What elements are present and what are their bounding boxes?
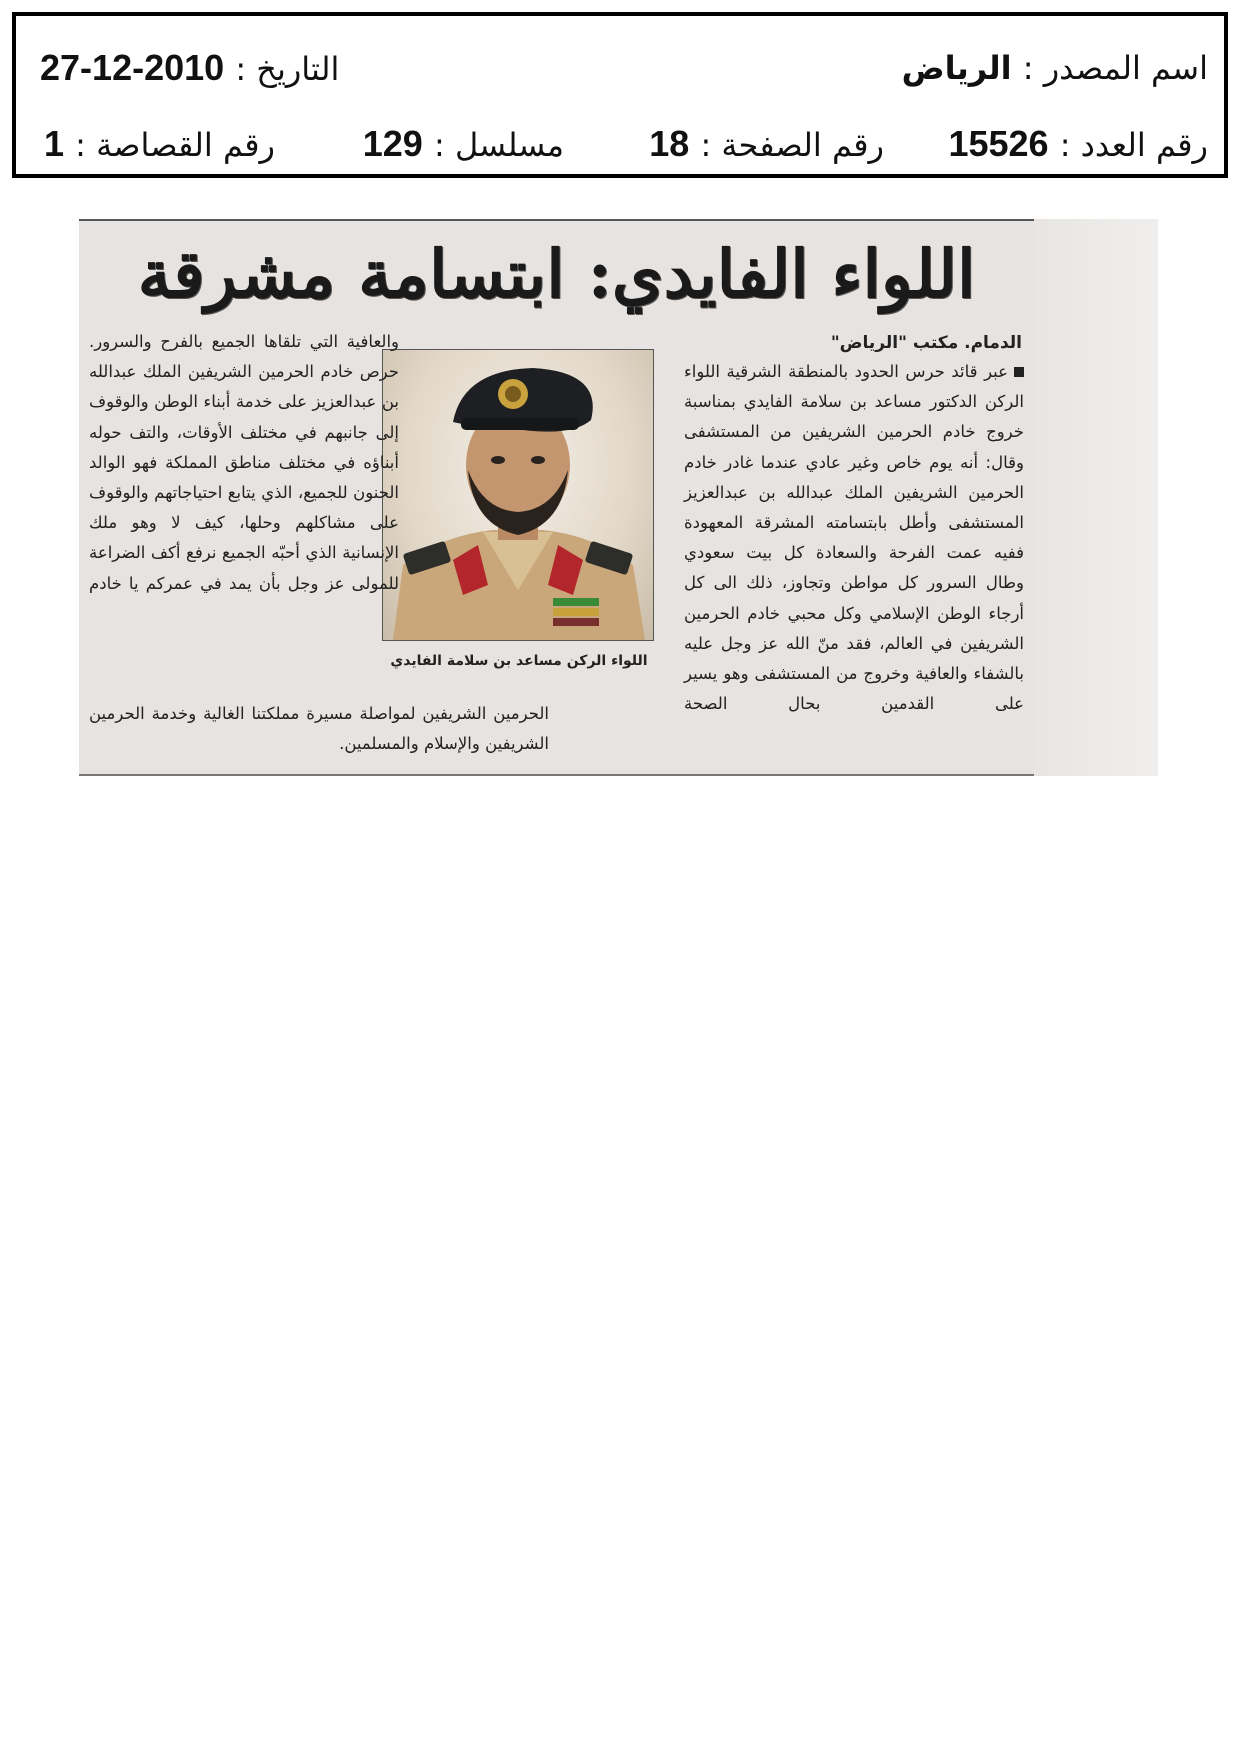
source-label: اسم المصدر : — [1022, 49, 1208, 87]
clipping-metadata-box — [12, 12, 1228, 178]
date-field — [40, 38, 339, 99]
serial-field — [363, 114, 564, 175]
issue-field — [948, 114, 1208, 175]
article-body — [79, 219, 1034, 776]
clipping-page-edge — [1048, 219, 1158, 776]
officer-portrait-photo — [382, 349, 654, 641]
bullet-square-icon — [1014, 367, 1024, 377]
photo-caption: اللواء الركن مساعد بن سلامة الفايدي — [390, 653, 648, 669]
article-right-column-text: عبر قائد حرس الحدود بالمنطقة الشرقية اللواء الركن الدكتور مساعد بن سلامة الفايدي بمناسبة خروج خادم الحرمين الشريفين من المستشفى وقال: أنه يوم خاص وغير عادي عندما غادر خادم الحرمين الشريفين الملك عبدالله بن عبدالعزيز المستشفى وأطل بابتسامته المشرقة المعهودة ففيه عمت الفرحة والسعادة كل بيت سعودي وطال السرور كل مواطن وتجاوز، ذلك الى كل أرجاء الوطن الإسلامي وكل محبي خادم الحرمين الشريفين في العالم، فقد منّ الله عز وجل عليه بالشفاء والعافية وخروج من المستشفى وهو يسير على القدمين بحال الصحة — [684, 362, 1024, 714]
date-label: التاريخ : — [235, 50, 340, 88]
article-byline: الدمام. مكتب "الرياض" — [830, 333, 1022, 353]
page-label: رقم الصفحة : — [700, 126, 884, 164]
serial-label: مسلسل : — [433, 126, 564, 164]
metadata-row-2 — [16, 114, 1224, 174]
article-left-column-text: والعافية التي تلقاها الجميع بالفرح والسرور. حرص خادم الحرمين الشريفين الملك عبدالله بن عبدالعزيز على خدمة أبناء الوطن والوقوف إلى جانبهم في مختلف الأوقات، والتف حوله أبناؤه في مختلف مناطق المملكة فهو الوالد الحنون للجميع، الذي يتابع احتياجاتهم والوقوف على مشاكلهم وحلها، كيف لا وهو ملك الإنسانية الذي أحبّه الجميع نرفع أكف الضراعة للمولى عز وجل بأن يمد في عمركم يا خادم — [89, 332, 399, 593]
article-column-left — [89, 327, 399, 599]
date-value: 2010-12-27 — [40, 47, 225, 88]
article-column-right — [684, 357, 1024, 719]
serial-value: 129 — [362, 123, 423, 164]
metadata-row-1 — [16, 38, 1224, 98]
page-value: 18 — [649, 123, 690, 164]
issue-label: رقم العدد : — [1059, 126, 1208, 164]
issue-value: 15526 — [948, 123, 1049, 164]
source-value: الرياض — [901, 49, 1012, 87]
clip-number-field — [44, 114, 275, 175]
newspaper-clipping — [79, 219, 1158, 776]
page-field — [649, 114, 884, 175]
article-closing-text: الحرمين الشريفين لمواصلة مسيرة مملكتنا الغالية وخدمة الحرمين الشريفين والإسلام والمسلمين. — [89, 704, 549, 754]
article-headline: اللواء الفايدي: ابتسامة مشرقة — [137, 235, 976, 313]
portrait-illustration — [383, 350, 653, 640]
clip-number-value: 1 — [44, 123, 65, 164]
clip-number-label: رقم القصاصة : — [75, 126, 275, 164]
source-field — [902, 38, 1208, 98]
